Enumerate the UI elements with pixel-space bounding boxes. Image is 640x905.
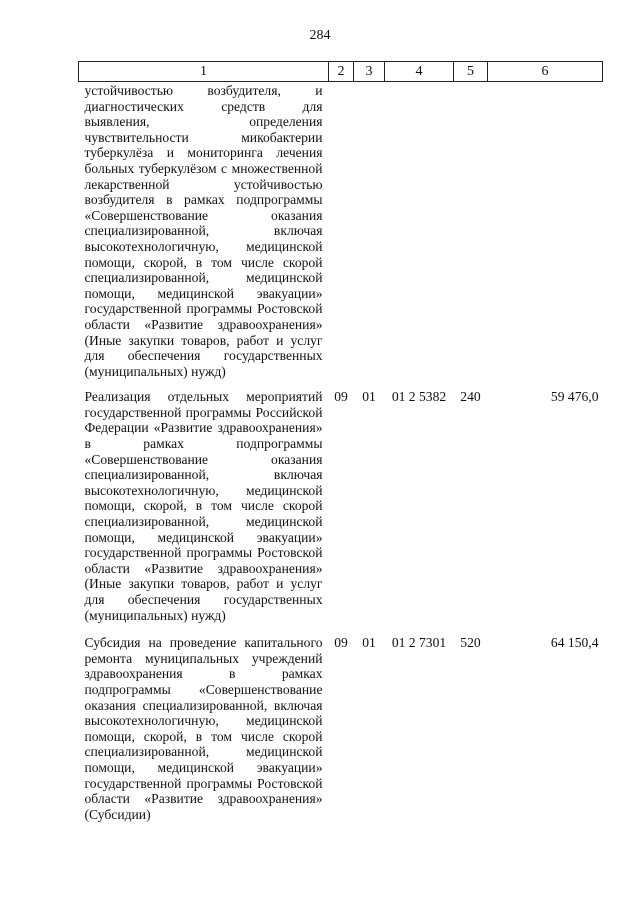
table-row xyxy=(79,389,603,635)
row-subsection: 01 xyxy=(362,389,376,405)
row-expense-type: 520 xyxy=(460,635,481,651)
column-header-5: 5 xyxy=(454,62,488,82)
row-target-article: 01 2 5382 xyxy=(391,389,447,405)
table-row xyxy=(79,635,603,822)
table-header-row xyxy=(79,62,603,82)
row-description: устойчивостью возбудителя, и диагностических средств для выявления, определения чувствительности микобактерии туберкулёза и мониторинга лечения больных туберкулёзом с множественной лекарственной устойчивостью возбудителя в рамках подпрограммы «Совершенствование оказания специализированной, включая высокотехнологичную, медицинской помощи, скорой, в том числе скорой специализированной, медицинской помощи, медицинской эвакуации» государственной программы Ростовской области «Развитие здравоохранения» (Иные закупки товаров, работ и услуг для обеспечения государственных (муниципальных) нужд) xyxy=(84,83,323,379)
table-row xyxy=(79,82,603,390)
budget-table xyxy=(78,61,603,822)
row-target-article: 01 2 7301 xyxy=(391,635,447,651)
page-number: 284 xyxy=(309,28,331,43)
row-subsection xyxy=(354,82,385,390)
row-section: 09 xyxy=(334,635,348,651)
row-target-article xyxy=(385,82,454,390)
row-section: 09 xyxy=(334,389,348,405)
column-header-6: 6 xyxy=(488,62,603,82)
row-amount: 59 476,0 xyxy=(550,389,599,405)
row-section xyxy=(329,82,354,390)
column-header-2: 2 xyxy=(329,62,354,82)
column-header-1: 1 xyxy=(79,62,329,82)
row-amount xyxy=(488,82,603,390)
row-description: Реализация отдельных мероприятий государственной программы Российской Федерации «Развитие здравоохранения» в рамках подпрограммы «Совершенствование оказания специализированной, включая высокотехнологичную, медицинской помощи, скорой, в том числе скорой специализированной, медицинской помощи, медицинской эвакуации» государственной программы Ростовской области «Развитие здравоохранения» (Иные закупки товаров, работ и услуг для обеспечения государственных (муниципальных) нужд) xyxy=(84,389,323,623)
row-description: Субсидия на проведение капитального ремонта муниципальных учреждений здравоохранения в рамках подпрограммы «Совершенствование оказания специализированной, включая высокотехнологичную, медицинской помощи, скорой, в том числе скорой специализированной, медицинской помощи, медицинской эвакуации» государственной программы Ростовской области «Развитие здравоохранения» (Субсидии) xyxy=(84,635,323,822)
row-subsection: 01 xyxy=(362,635,376,651)
row-amount: 64 150,4 xyxy=(550,635,599,651)
row-expense-type xyxy=(454,82,488,390)
column-header-4: 4 xyxy=(385,62,454,82)
column-header-3: 3 xyxy=(354,62,385,82)
row-expense-type: 240 xyxy=(460,389,481,405)
